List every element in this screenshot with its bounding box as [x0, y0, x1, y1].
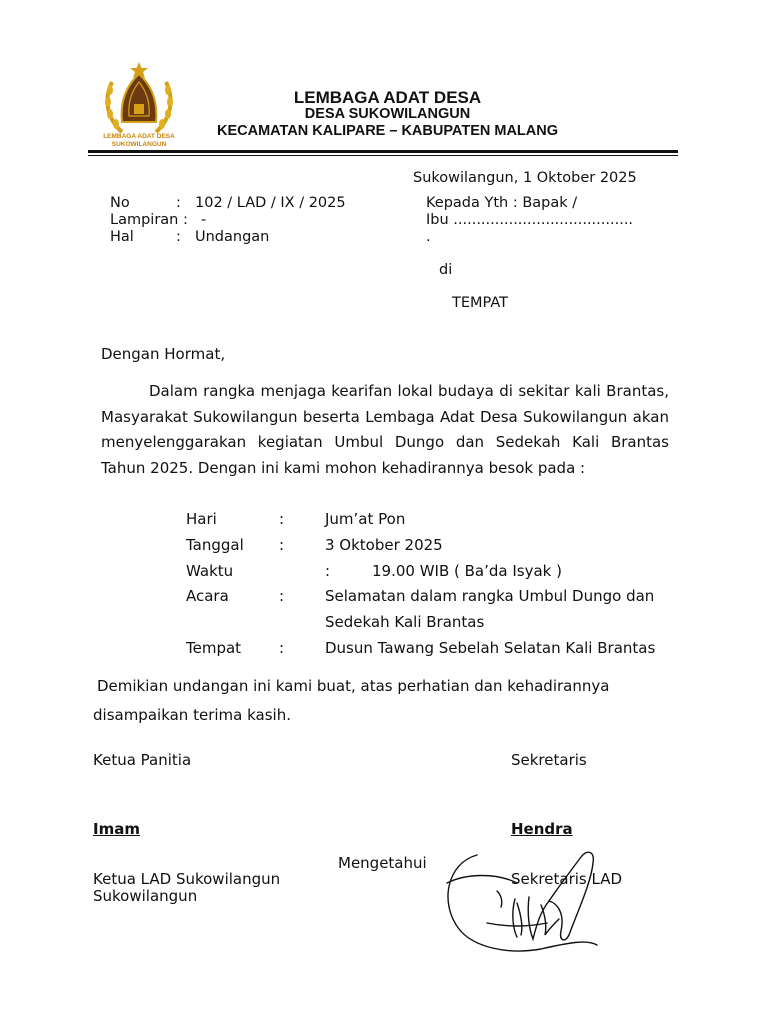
letterhead-rule-thick [88, 150, 678, 153]
detail-tempat-label: Tempat [186, 639, 242, 657]
bottom-left-role: Ketua LAD Sukowilangun [93, 870, 281, 888]
detail-acara-colon: : [279, 587, 285, 605]
detail-waktu-value: 19.00 WIB ( Ba’da Isyak ) [372, 562, 562, 580]
detail-hari-colon: : [279, 510, 285, 528]
detail-waktu-colon: : [325, 562, 331, 580]
recipient-tempat: TEMPAT [452, 295, 508, 311]
salutation: Dengan Hormat, [101, 345, 226, 363]
meta-no-value: 102 / LAD / IX / 2025 [195, 195, 346, 211]
detail-tempat-colon: : [279, 639, 285, 657]
letterhead-district: KECAMATAN KALIPARE – KABUPATEN MALANG [216, 123, 558, 139]
detail-tanggal-label: Tanggal [186, 536, 244, 554]
detail-waktu-label: Waktu [186, 562, 234, 580]
svg-text:SUKOWILANGUN: SUKOWILANGUN [111, 141, 167, 148]
recipient-line3: . [426, 229, 431, 245]
meta-hal-label: Hal [110, 229, 134, 245]
detail-acara-value: Selamatan dalam rangka Umbul Dungo dan [325, 587, 655, 605]
closing-line2: disampaikan terima kasih. [93, 706, 291, 724]
meta-hal-value: Undangan [195, 229, 270, 245]
letterhead-village: DESA SUKOWILANGUN [304, 106, 471, 122]
detail-hari-value: Jum’at Pon [325, 510, 406, 528]
meta-hal-colon: : [176, 229, 181, 245]
detail-hari-label: Hari [186, 510, 217, 528]
letterhead-rule-thin [88, 155, 678, 156]
recipient-di: di [439, 262, 453, 278]
village-emblem-logo [100, 60, 178, 150]
signature-right-name: Hendra [511, 820, 573, 838]
meta-no-label: No [110, 195, 130, 211]
signature-left-name: Imam [93, 820, 140, 838]
mengetahui-label: Mengetahui [338, 854, 427, 872]
letterhead-title: LEMBAGA ADAT DESA [293, 88, 482, 107]
svg-text:LEMBAGA ADAT DESA: LEMBAGA ADAT DESA [103, 133, 175, 140]
body-paragraph [101, 379, 669, 482]
bottom-right-role: Sekretaris LAD [511, 870, 623, 888]
detail-tanggal-value: 3 Oktober 2025 [325, 536, 443, 554]
body-paragraph-text: Dalam rangka menjaga kearifan lokal budaya di sekitar kali Brantas, Masyarakat Sukowilangun beserta Lembaga Adat Desa Sukowilangun akan menyelenggarakan kegiatan Umbul Dungo dan Sedekah Kali Brantas Tahun 2025. Dengan ini kami mohon kehadirannya besok pada : [101, 382, 669, 478]
recipient-line2: Ibu ....................................... [426, 212, 634, 228]
meta-lampiran-value: - [201, 212, 207, 228]
detail-acara-label: Acara [186, 587, 229, 605]
meta-lampiran-label: Lampiran : [110, 212, 188, 228]
detail-tempat-value: Dusun Tawang Sebelah Selatan Kali Brantas [325, 639, 656, 657]
letter-date: Sukowilangun, 1 Oktober 2025 [413, 170, 637, 186]
bottom-left-role-cont: Sukowilangun [93, 887, 198, 905]
recipient-line1: Kepada Yth : Bapak / [426, 195, 578, 211]
signature-right-role: Sekretaris [511, 751, 587, 769]
closing-line1: Demikian undangan ini kami buat, atas perhatian dan kehadirannya [97, 677, 610, 695]
meta-no-colon: : [176, 195, 181, 211]
detail-tanggal-colon: : [279, 536, 285, 554]
detail-acara-value-cont: Sedekah Kali Brantas [325, 613, 485, 631]
handwritten-signature [437, 843, 612, 955]
signature-left-role: Ketua Panitia [93, 751, 192, 769]
